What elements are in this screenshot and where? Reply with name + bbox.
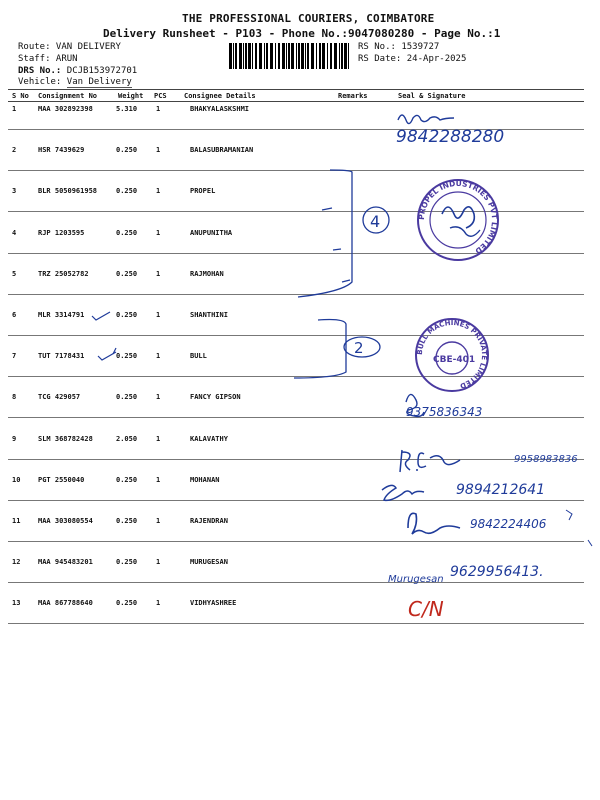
cn-red-mark: C/N xyxy=(408,597,444,621)
col-remarks: Remarks xyxy=(338,92,368,100)
row-consignee: BULL xyxy=(190,352,207,360)
row-sno: 3 xyxy=(12,187,17,195)
row-consignment-no: TCG 429057 xyxy=(38,393,81,401)
col-seal: Seal & Signature xyxy=(398,92,466,100)
row-sno: 10 xyxy=(12,476,21,484)
signature-9-number: 9958983836 xyxy=(514,454,578,465)
signature-12-name: Murugesan xyxy=(388,574,444,585)
signature-10-scribble xyxy=(382,485,424,500)
staff-label: Staff: ARUN xyxy=(18,54,78,64)
row-consignee: MOHANAN xyxy=(190,476,220,484)
row-pcs: 1 xyxy=(156,599,161,607)
row-pcs: 1 xyxy=(156,435,161,443)
col-pcs: PCS xyxy=(154,92,167,100)
row-pcs: 1 xyxy=(156,187,161,195)
col-sno: S No xyxy=(12,92,29,100)
propel-stamp-text: PROPEL INDUSTRIES PVT LIMITED xyxy=(416,178,500,256)
row-consignee: KALAVATHY xyxy=(190,435,228,443)
row-consignment-no: BLR 5050961958 xyxy=(38,187,98,195)
group-a-number: 4 xyxy=(370,212,381,231)
row-weight: 2.050 xyxy=(116,435,138,443)
signature-9-scribble xyxy=(400,450,460,472)
group-b-number: 2 xyxy=(354,339,364,357)
row-weight: 0.250 xyxy=(116,352,138,360)
row-consignment-no: PGT 2550040 xyxy=(38,476,85,484)
row-consignee: SHANTHINI xyxy=(190,311,228,319)
row-sno: 1 xyxy=(12,105,17,113)
row-pcs: 1 xyxy=(156,105,161,113)
row-consignee: RAJENDRAN xyxy=(190,517,228,525)
row-consignee: BHAKYALASKSHMI xyxy=(190,105,250,113)
drs-value: DCJB153972701 xyxy=(66,66,138,76)
row-weight: 0.250 xyxy=(116,517,138,525)
row-consignment-no: MLR 3314791 xyxy=(38,311,85,319)
row-consignment-no: RJP 1203595 xyxy=(38,229,85,237)
row-sno: 2 xyxy=(12,146,17,154)
col-consignee: Consignee Details xyxy=(184,92,256,100)
row-consignment-no: MAA 945483201 xyxy=(38,558,93,566)
row-pcs: 1 xyxy=(156,146,161,154)
row-weight: 0.250 xyxy=(116,476,138,484)
company-name: THE PROFESSIONAL COURIERS, COIMBATORE xyxy=(182,12,435,25)
row-sno: 8 xyxy=(12,393,17,401)
row-weight: 0.250 xyxy=(116,558,138,566)
row-pcs: 1 xyxy=(156,517,161,525)
row-weight: 0.250 xyxy=(116,311,138,319)
col-weight: Weight xyxy=(118,92,144,100)
row-consignment-no: MAA 303080554 xyxy=(38,517,93,525)
row-weight: 0.250 xyxy=(116,393,138,401)
row-sno: 12 xyxy=(12,558,21,566)
row-sno: 4 xyxy=(12,229,17,237)
row-pcs: 1 xyxy=(156,229,161,237)
svg-text:PROPEL INDUSTRIES PVT LIMITED xyxy=(417,179,499,256)
margin-mark-1 xyxy=(566,510,572,520)
row-sno: 9 xyxy=(12,435,17,443)
signature-10-number: 9894212641 xyxy=(456,482,546,498)
propel-stamp xyxy=(417,179,499,260)
row-sno: 5 xyxy=(12,270,17,278)
row-sno: 13 xyxy=(12,599,21,607)
row-consignment-no: TUT 7178431 xyxy=(38,352,85,360)
bracket-rows-3-5 xyxy=(298,170,352,297)
row-sno: 7 xyxy=(12,352,17,360)
row-consignee: BALASUBRAMANIAN xyxy=(190,146,254,154)
signature-11-number: 9842224406 xyxy=(470,517,547,531)
row-consignment-no: SLM 368782428 xyxy=(38,435,93,443)
signature-1-number: 9842288280 xyxy=(396,127,505,147)
row-weight: 0.250 xyxy=(116,146,138,154)
row-consignee: RAJMOHAN xyxy=(190,270,224,278)
signature-11-scribble xyxy=(408,513,460,534)
signature-12-number: 9629956413. xyxy=(450,564,544,580)
row-weight: 0.250 xyxy=(116,229,138,237)
route-label: Route: VAN DELIVERY xyxy=(18,42,121,52)
row-weight: 0.250 xyxy=(116,270,138,278)
row-consignee: VIDHYASHREE xyxy=(190,599,237,607)
row-consignment-no: HSR 7439629 xyxy=(38,146,85,154)
tick-row-6 xyxy=(92,312,110,320)
rs-date: RS Date: 24-Apr-2025 xyxy=(358,54,467,64)
vehicle-label: Vehicle: xyxy=(18,77,62,87)
row-pcs: 1 xyxy=(156,393,161,401)
signature-1-scribble xyxy=(398,115,454,124)
bracket-rows-6-7 xyxy=(294,320,346,379)
bull-stamp-text: BULL MACHINES PRIVATE LIMITED xyxy=(415,318,489,390)
row-consignee: ANUPUNITHA xyxy=(190,229,233,237)
drs-label: DRS No.: xyxy=(18,66,62,76)
row-pcs: 1 xyxy=(156,311,161,319)
runsheet-title: Delivery Runsheet - P103 - Phone No.:9047080280 - Page No.:1 xyxy=(103,27,501,40)
row-consignment-no: MAA 302892398 xyxy=(38,105,93,113)
bull-machines-stamp xyxy=(416,319,488,391)
row-weight: 0.250 xyxy=(116,599,138,607)
row-pcs: 1 xyxy=(156,476,161,484)
row-consignee: FANCY GIPSON xyxy=(190,393,241,401)
rs-number: RS No.: 1539727 xyxy=(358,42,440,52)
row-consignee: MURUGESAN xyxy=(190,558,228,566)
row-sno: 6 xyxy=(12,311,17,319)
margin-mark-2 xyxy=(588,540,592,546)
vehicle-value: Van Delivery xyxy=(66,77,132,87)
signature-8-number: 9375836343 xyxy=(406,405,483,419)
row-pcs: 1 xyxy=(156,270,161,278)
row-consignee: PROPEL xyxy=(190,187,216,195)
row-sno: 11 xyxy=(12,517,21,525)
bracket-ticks-a xyxy=(322,208,350,282)
row-pcs: 1 xyxy=(156,352,161,360)
row-weight: 0.250 xyxy=(116,187,138,195)
row-consignment-no: MAA 867788640 xyxy=(38,599,93,607)
row-pcs: 1 xyxy=(156,558,161,566)
row-consignment-no: TRZ 25052782 xyxy=(38,270,89,278)
row-weight: 5.310 xyxy=(116,105,138,113)
bull-stamp-center: CBE-401 xyxy=(433,355,476,365)
col-consignment: Consignment No xyxy=(38,92,98,100)
